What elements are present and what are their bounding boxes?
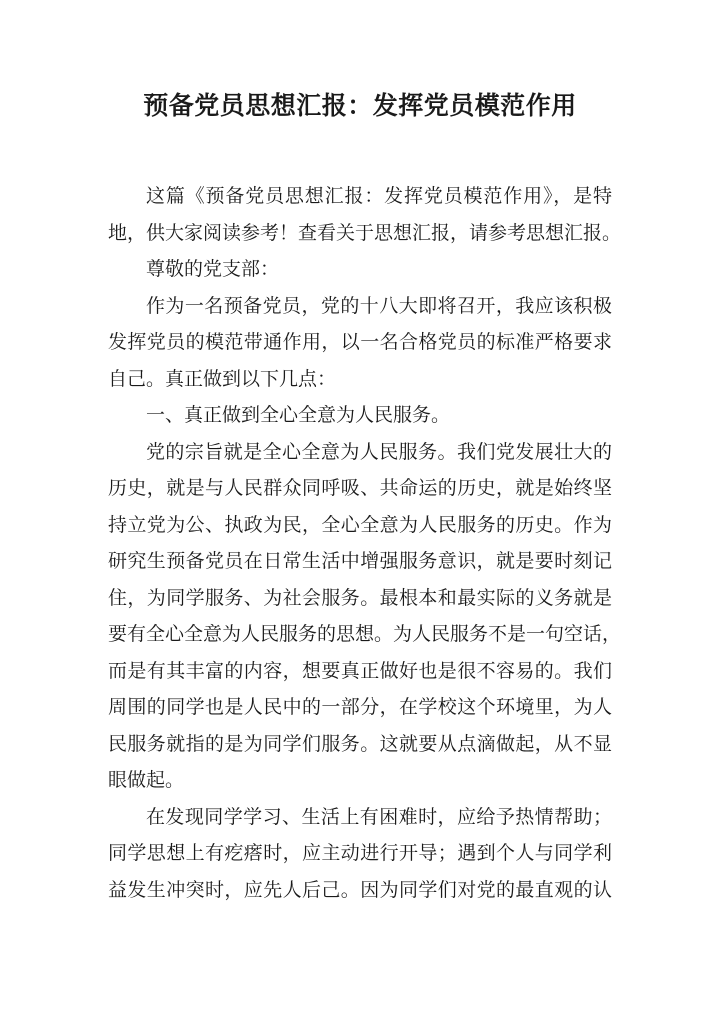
text-line: 民服务就指的是为同学们服务。这就要从点滴做起，从不显 — [108, 732, 612, 755]
text-line: 作为一名预备党员，党的十八大即将召开，我应该积极 — [146, 294, 612, 317]
text-line: 一、真正做到全心全意为人民服务。 — [146, 404, 451, 426]
text-line: 周围的同学也是人民中的一部分，在学校这个环境里，为人 — [108, 696, 612, 718]
document-title: 预备党员思想汇报：发挥党员模范作用 — [143, 91, 577, 120]
text-line: 而是有其丰富的内容，想要真正做好也是很不容易的。我们 — [108, 659, 612, 682]
text-line: 发挥党员的模范带通作用，以一名合格党员的标准严格要求 — [108, 331, 612, 353]
text-line: 历史，就是与人民群众同呼吸、共命运的历史，就是始终坚 — [108, 477, 612, 499]
text-line: 在发现同学学习、生活上有困难时，应给予热情帮助； — [146, 805, 612, 828]
document-body — [108, 178, 622, 908]
text-line: 要有全心全意为人民服务的思想。为人民服务不是一句空话， — [108, 623, 622, 645]
text-line: 党的宗旨就是全心全意为人民服务。我们党发展壮大的 — [146, 440, 612, 463]
text-line: 同学思想上有疙瘩时，应主动进行开导；遇到个人与同学利 — [108, 842, 612, 864]
text-line: 持立党为公、执政为民，全心全意为人民服务的历史。作为 — [108, 513, 612, 536]
text-line: 眼做起。 — [108, 769, 185, 791]
text-line: 研究生预备党员在日常生活中增强服务意识，就是要时刻记 — [108, 550, 612, 572]
text-line: 住，为同学服务、为社会服务。最根本和最实际的义务就是 — [108, 586, 612, 609]
text-line: 这篇《预备党员思想汇报：发挥党员模范作用》，是特 — [146, 185, 612, 207]
text-line: 地，供大家阅读参考！查看关于思想汇报，请参考思想汇报。 — [108, 221, 622, 244]
text-line: 自己。真正做到以下几点： — [108, 367, 337, 390]
text-line: 益发生冲突时，应先人后己。因为同学们对党的最直观的认 — [108, 878, 612, 901]
text-line: 尊敬的党支部： — [146, 258, 280, 280]
